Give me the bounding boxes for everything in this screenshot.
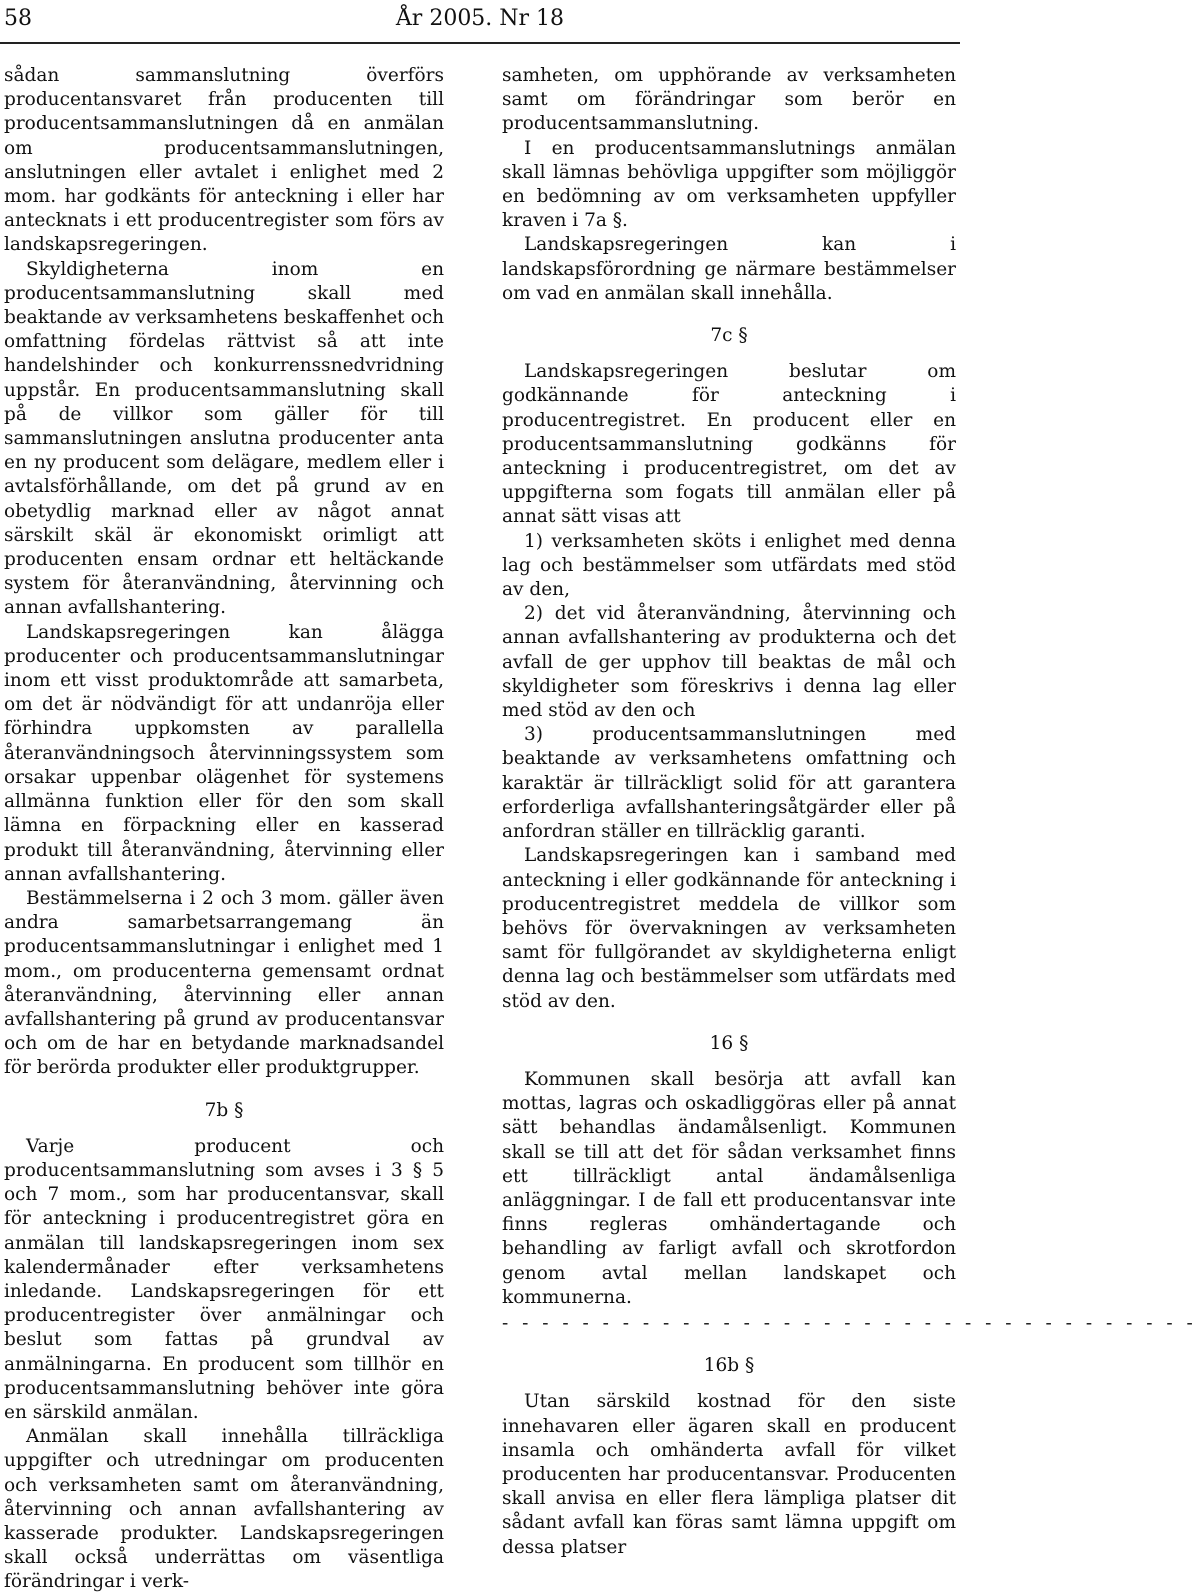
paragraph: I en producentsammanslutnings anmälan skall lämnas behövliga uppgifter som möjliggör en bedömning av om verksamheten uppfyller kraven i 7a §. <box>502 137 956 232</box>
section-heading-7c: 7c § <box>710 325 748 347</box>
omission-separator: - - - - - - - - - - - - - - - - - - - - - - - - - - - - - - - - - - - <box>502 1312 1197 1334</box>
paragraph: Utan särskild kostnad för den siste innehavaren eller ägaren skall en producent insamla och omhänderta avfall för vilket producenten har producentansvar. Producenten skall anvisa en eller flera lämpliga platser dit sådant avfall kan föras samt lämna uppgift om dessa platser <box>502 1391 956 1558</box>
paragraph: Landskapsregeringen kan ålägga producenter och producentsammanslutningar inom ett visst produktområde att samarbeta, om det är nödvändigt för att undanröja eller förhindra uppkomsten av parallella återanvändningsoch återvinningssystem som orsakar uppenbar olägenhet för systemens allmänna funktion eller för den som skall lämna en förpackning eller en kasserad produkt till återanvändning, återvinning eller annan avfallshantering. <box>4 621 444 885</box>
list-item: 2) det vid återanvändning, återvinning och annan avfallshantering av produkterna och det avfall de ger upphov till beaktas de mål och skyldigheter som föreskrivs i denna lag eller med stöd av den och <box>502 603 956 722</box>
paragraph: Landskapsregeringen kan i samband med anteckning i eller godkännande för anteckning i producentregistret meddela de villkor som behövs för övervakningen av verksamheten samt för fullgörandet av skyldigheterna enligt denna lag och bestämmelser som utfärdats med stöd av den. <box>502 845 956 1012</box>
paragraph: Landskapsregeringen kan i landskapsförordning ge närmare bestämmelser om vad en anmälan skall innehålla. <box>502 234 956 304</box>
paragraph: Varje producent och producentsammanslutning som avses i 3 § 5 och 7 mom., som har producentansvar, skall för anteckning i producentregistret göra en anmälan till landskapsregeringen inom sex kalendermånader efter verksamhetens inledande. Landskapsregeringen för ett producentregister över anmälningar och beslut som fattas på grundval av anmälningarna. En producent som tillhör en producentsammanslutning behöver inte göra en särskild anmälan. <box>4 1135 444 1423</box>
section-heading-16b: 16b § <box>703 1355 755 1377</box>
running-head: År 2005. Nr 18 <box>395 6 565 31</box>
section-heading-7b: 7b § <box>204 1099 244 1121</box>
left-column <box>4 64 444 1595</box>
list-item: 1) verksamheten sköts i enlighet med denna lag och bestämmelser som utfärdats med stöd av den, <box>502 530 956 601</box>
paragraph: Skyldigheterna inom en producentsammanslutning skall med beaktande av verksamhetens beskaffenhet och omfattning fördelas rättvist så att inte handelshinder och konkurrenssnedvridning uppstår. En producentsammanslutning skall på de villkor som gäller för till sammanslutningen anslutna producenter anta en ny producent som delägare, medlem eller i avtalsförhållande, om det på grund av en obetydlig marknad eller av något annat särskilt skäl är ekonomiskt orimligt att producenten ensam ordnar ett heltäckande system för återanvändning, återvinning och annan avfallshantering. <box>4 258 444 619</box>
list-item: 3) producentsammanslutningen med beaktande av verksamhetens omfattning och karaktär är tillräckligt solid för att garantera erforderliga avfallshanteringsåtgärder eller på anfordran ställer en tillräcklig garanti. <box>502 724 956 843</box>
header-rule <box>0 42 960 44</box>
page-header <box>0 6 960 40</box>
paragraph: Landskapsregeringen beslutar om godkännande för anteckning i producentregistret. En producent eller en producentsammanslutning godkänns för anteckning i producentregistret, om det av uppgifterna som fogats till anmälan eller på annat sätt visas att <box>502 361 956 528</box>
right-column <box>502 64 1197 1560</box>
paragraph: Kommunen skall besörja att avfall kan mottas, lagras och oskadliggöras eller på annat sätt behandlas ändamålsenligt. Kommunen skall se till att det för sådan verksamhet finns ett tillräckligt antal ändamålsenliga anläggningar. I de fall ett producentansvar inte finns regleras omhändertagande och behandling av farligt avfall och skrotfordon genom avtal mellan landskapet och kommunerna. <box>502 1068 956 1308</box>
paragraph: Anmälan skall innehålla tillräckliga uppgifter och utredningar om producenten och verksamheten samt om återanvändning, återvinning och annan avfallshantering av kasserade produkter. Landskapsregeringen skall också underrättas om väsentliga förändringar i verk- <box>4 1426 444 1593</box>
paragraph: sådan sammanslutning överförs producentansvaret från producenten till producentsammanslutningen då en anmälan om producentsammanslutningen, anslutningen eller avtalet i enlighet med 2 mom. har godkänts för anteckning i eller har antecknats i ett producentregister som förs av landskapsregeringen. <box>4 65 444 256</box>
page-number: 58 <box>4 6 32 31</box>
section-heading-16: 16 § <box>709 1032 749 1054</box>
paragraph: Bestämmelserna i 2 och 3 mom. gäller även andra samarbetsarrangemang än producentsammanslutningar i enlighet med 1 mom., om producenterna gemensamt ordnat återanvändning, återvinning eller annan avfallshantering på grund av producentansvar och om de har en betydande marknadsandel för berörda produkter eller produktgrupper. <box>4 887 444 1079</box>
paragraph: samheten, om upphörande av verksamheten samt om förändringar som berör en producentsammanslutning. <box>502 65 956 135</box>
